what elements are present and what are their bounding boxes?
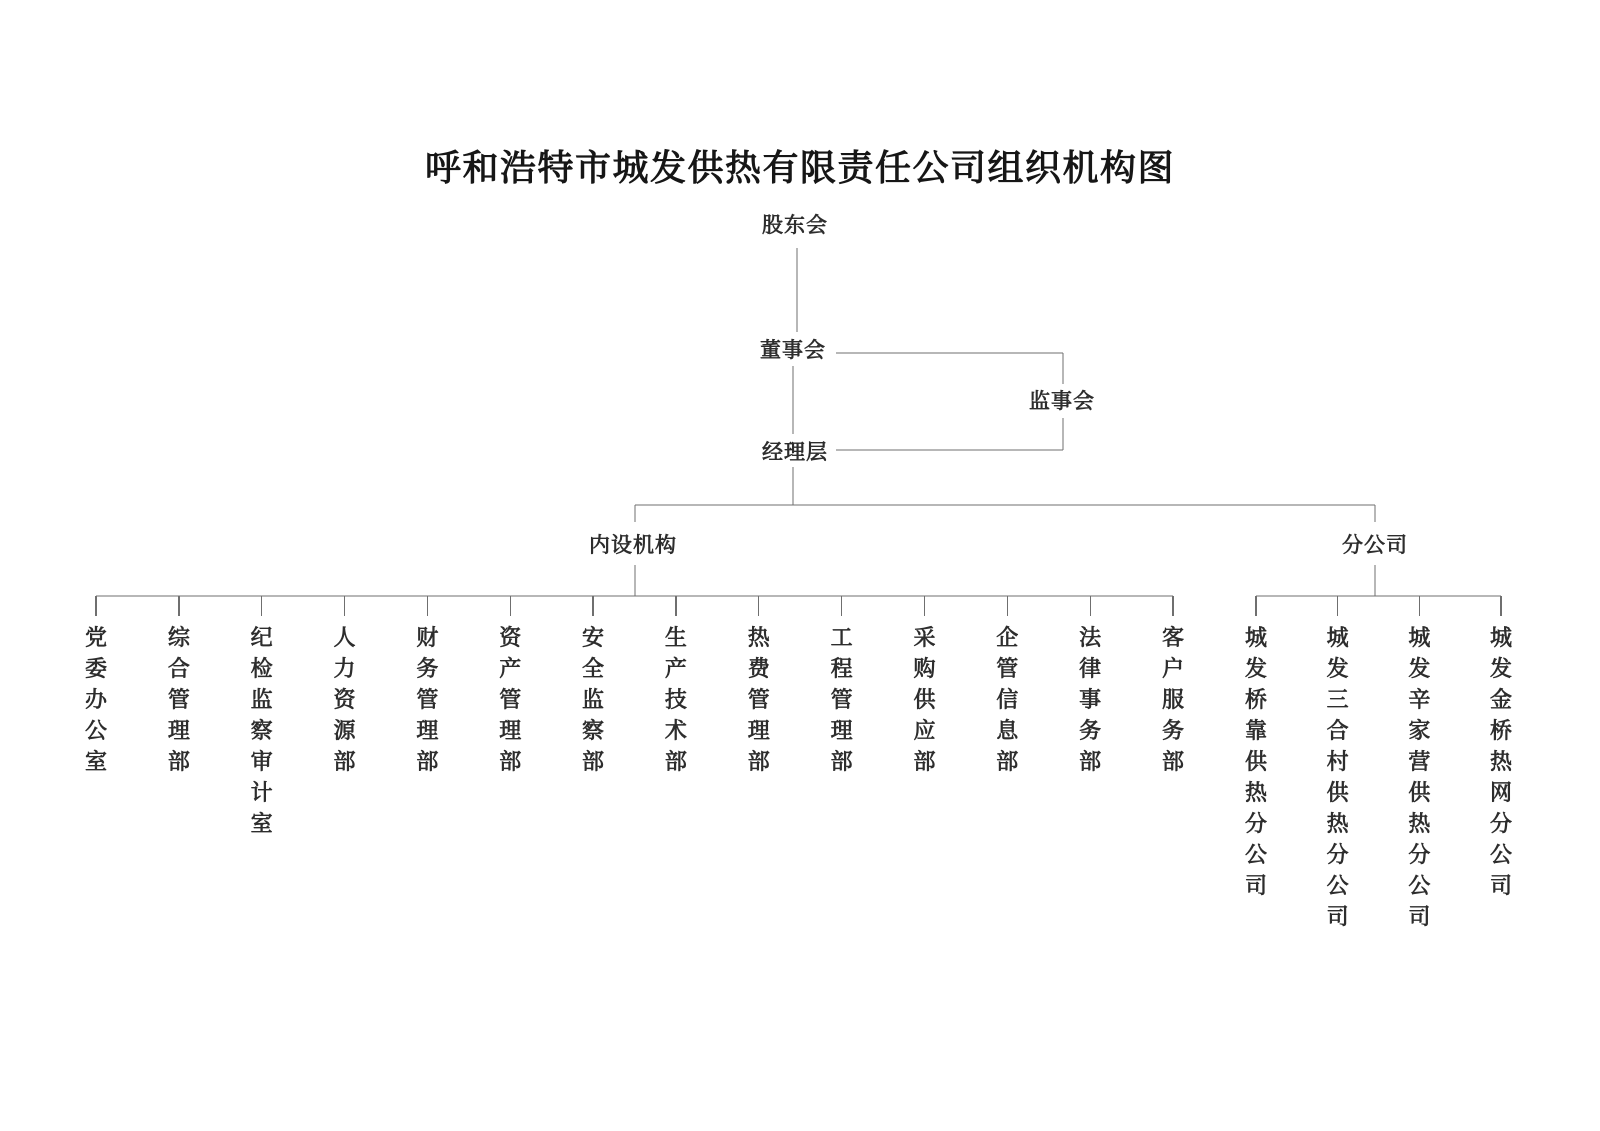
node-management-layer: 经理层 <box>762 441 828 464</box>
branch-company-column: 城发金桥热网分公司 <box>1489 622 1513 901</box>
page-title: 呼和浩特市城发供热有限责任公司组织机构图 <box>424 147 1175 188</box>
department-column: 采购供应部 <box>912 622 936 777</box>
branch-company-column: 城发三合村供热分公司 <box>1326 622 1350 932</box>
branch-company-column: 城发辛家营供热分公司 <box>1407 622 1431 932</box>
branch-company-column: 城发桥靠供热分公司 <box>1244 622 1268 901</box>
node-supervisory-board: 监事会 <box>1029 390 1095 413</box>
department-column: 工程管理部 <box>830 622 854 777</box>
department-column: 人力资源部 <box>333 622 357 777</box>
department-column: 企管信息部 <box>995 622 1019 777</box>
node-internal-organs-group: 内设机构 <box>589 534 677 557</box>
department-column: 生产技术部 <box>664 622 688 777</box>
department-column: 安全监察部 <box>581 622 605 777</box>
node-board-of-directors: 董事会 <box>760 339 826 362</box>
department-column: 资产管理部 <box>498 622 522 777</box>
department-column: 热费管理部 <box>747 622 771 777</box>
node-branch-companies-group: 分公司 <box>1342 534 1408 557</box>
node-shareholders-meeting: 股东会 <box>762 214 828 237</box>
department-column: 党委办公室 <box>84 622 108 777</box>
department-column: 法律事务部 <box>1078 622 1102 777</box>
department-column: 客户服务部 <box>1161 622 1185 777</box>
department-column: 纪检监察审计室 <box>250 622 274 839</box>
department-column: 财务管理部 <box>415 622 439 777</box>
department-column: 综合管理部 <box>167 622 191 777</box>
